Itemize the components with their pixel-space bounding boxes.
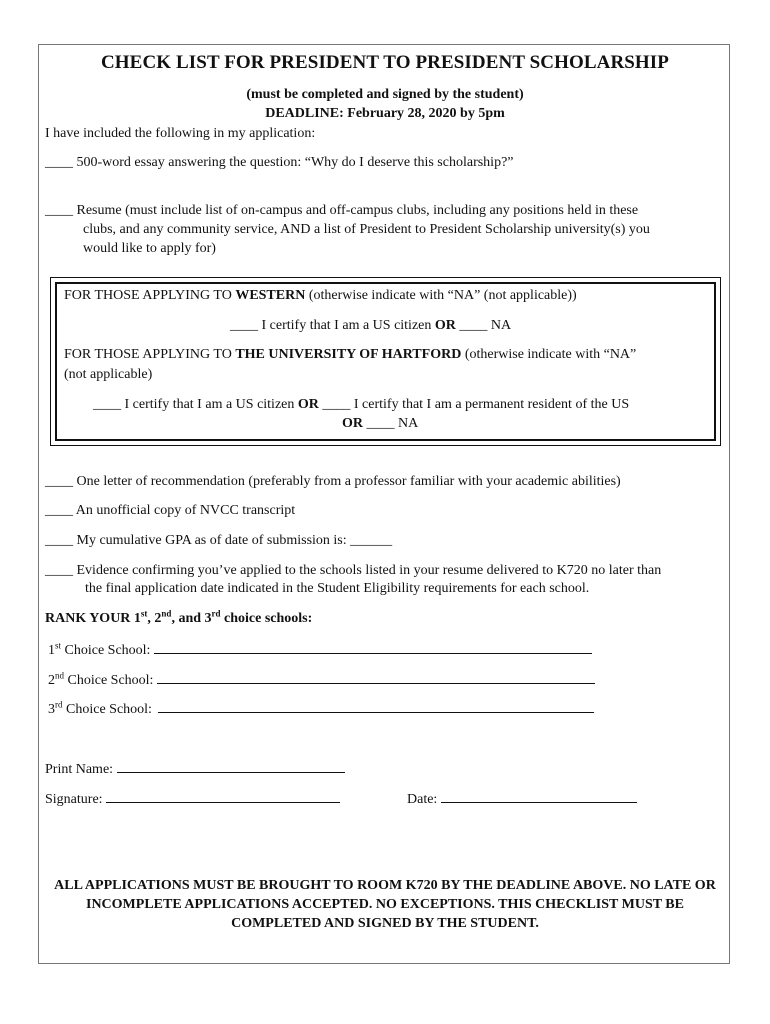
choice-label: Choice School: bbox=[62, 702, 152, 717]
choice-label: Choice School: bbox=[61, 643, 151, 658]
footer-notice: ALL APPLICATIONS MUST BE BROUGHT TO ROOM K720 BY THE DEADLINE ABOVE. NO LATE OR INCOMPLETE APPLICATIONS ACCEPTED. NO EXCEPTIONS. THIS CHECKLIST MUST BE COMPLETED AND SIGNED BY THE STUDENT. bbox=[54, 878, 716, 931]
western-certify-line[interactable] bbox=[230, 317, 511, 335]
resume-item-text: Resume (must include list of on-campus and off-campus clubs, including any positions held in these bbox=[73, 203, 639, 218]
resume-item bbox=[45, 202, 638, 220]
hartford-heading-line2: (not applicable) bbox=[64, 367, 153, 382]
rank-heading bbox=[45, 610, 312, 628]
hartford-us-citizen-option[interactable]: ____ I certify that I am a US citizen bbox=[93, 397, 298, 412]
choice-ordinal: rd bbox=[55, 699, 63, 710]
resume-item-line3: would like to apply for) bbox=[83, 241, 216, 256]
evidence-item-line2: the final application date indicated in the Student Eligibility requirements for each school. bbox=[85, 581, 590, 596]
rank-sep1: , 2 bbox=[147, 611, 162, 626]
hartford-na-line[interactable] bbox=[342, 415, 418, 433]
or-label: OR bbox=[434, 318, 456, 333]
intro-text: I have included the following in my application: bbox=[45, 126, 316, 141]
choice-number: 2 bbox=[48, 673, 55, 688]
essay-checkbox-blank[interactable]: ____ bbox=[45, 155, 73, 170]
third-choice-row bbox=[48, 699, 594, 719]
transcript-item[interactable]: ____ An unofficial copy of NVCC transcript bbox=[45, 503, 296, 518]
subtitle: (must be completed and signed by the student) bbox=[246, 87, 524, 102]
hartford-permanent-resident-option[interactable]: ____ I certify that I am a permanent resident of the US bbox=[318, 397, 630, 412]
western-name: WESTERN bbox=[235, 288, 306, 303]
hartford-prefix: FOR THOSE APPLYING TO bbox=[64, 347, 236, 362]
date-row bbox=[407, 789, 637, 809]
rank-st: st bbox=[140, 608, 148, 619]
choice-number: 1 bbox=[48, 643, 55, 658]
date-field[interactable] bbox=[441, 789, 637, 803]
choice-ordinal: st bbox=[55, 640, 62, 651]
or-label: OR bbox=[297, 397, 319, 412]
recommendation-item[interactable]: ____ One letter of recommendation (preferably from a professor familiar with your academic abilities) bbox=[45, 474, 621, 489]
western-na-option[interactable]: ____ NA bbox=[455, 318, 512, 333]
page-title: CHECK LIST FOR PRESIDENT TO PRESIDENT SCHOLARSHIP bbox=[100, 52, 670, 73]
western-prefix: FOR THOSE APPLYING TO bbox=[64, 288, 236, 303]
signature-row bbox=[45, 789, 340, 809]
third-choice-field[interactable] bbox=[158, 699, 594, 713]
second-choice-row bbox=[48, 670, 595, 690]
resume-item-line2: clubs, and any community service, AND a list of President to President Scholarship university(s) you bbox=[83, 222, 650, 237]
hartford-name: THE UNIVERSITY OF HARTFORD bbox=[235, 347, 462, 362]
rank-prefix: RANK YOUR 1 bbox=[45, 611, 141, 626]
choice-number: 3 bbox=[48, 702, 55, 717]
or-label: OR bbox=[342, 416, 363, 431]
choice-ordinal: nd bbox=[55, 670, 64, 681]
date-label: Date: bbox=[407, 792, 438, 807]
western-us-citizen-option[interactable]: ____ I certify that I am a US citizen bbox=[230, 318, 435, 333]
first-choice-row bbox=[48, 640, 592, 660]
western-suffix: (otherwise indicate with “NA” (not applicable)) bbox=[305, 288, 577, 303]
print-name-label: Print Name: bbox=[45, 762, 114, 777]
deadline: DEADLINE: February 28, 2020 by 5pm bbox=[265, 106, 505, 121]
signature-field[interactable] bbox=[106, 789, 340, 803]
print-name-row bbox=[45, 759, 345, 779]
first-choice-field[interactable] bbox=[154, 640, 592, 654]
second-choice-field[interactable] bbox=[157, 670, 595, 684]
choice-label: Choice School: bbox=[64, 673, 154, 688]
hartford-heading bbox=[64, 346, 636, 364]
signature-label: Signature: bbox=[45, 792, 103, 807]
western-heading bbox=[64, 287, 577, 305]
rank-sep2: , and 3 bbox=[171, 611, 212, 626]
essay-item-text: 500-word essay answering the question: “Why do I deserve this scholarship?” bbox=[73, 155, 514, 170]
gpa-item[interactable]: ____ My cumulative GPA as of date of submission is: ______ bbox=[45, 533, 393, 548]
hartford-na-option[interactable]: ____ NA bbox=[363, 416, 419, 431]
rank-rd: rd bbox=[211, 608, 221, 619]
rank-nd: nd bbox=[161, 608, 172, 619]
print-name-field[interactable] bbox=[117, 759, 345, 773]
resume-checkbox-blank[interactable]: ____ bbox=[45, 203, 73, 218]
hartford-suffix: (otherwise indicate with “NA” bbox=[461, 347, 637, 362]
essay-item bbox=[45, 154, 514, 172]
rank-suffix: choice schools: bbox=[220, 611, 313, 626]
evidence-item[interactable]: ____ Evidence confirming you’ve applied to the schools listed in your resume delivered to K720 no later than bbox=[45, 563, 662, 578]
hartford-certify-line[interactable] bbox=[93, 396, 629, 414]
